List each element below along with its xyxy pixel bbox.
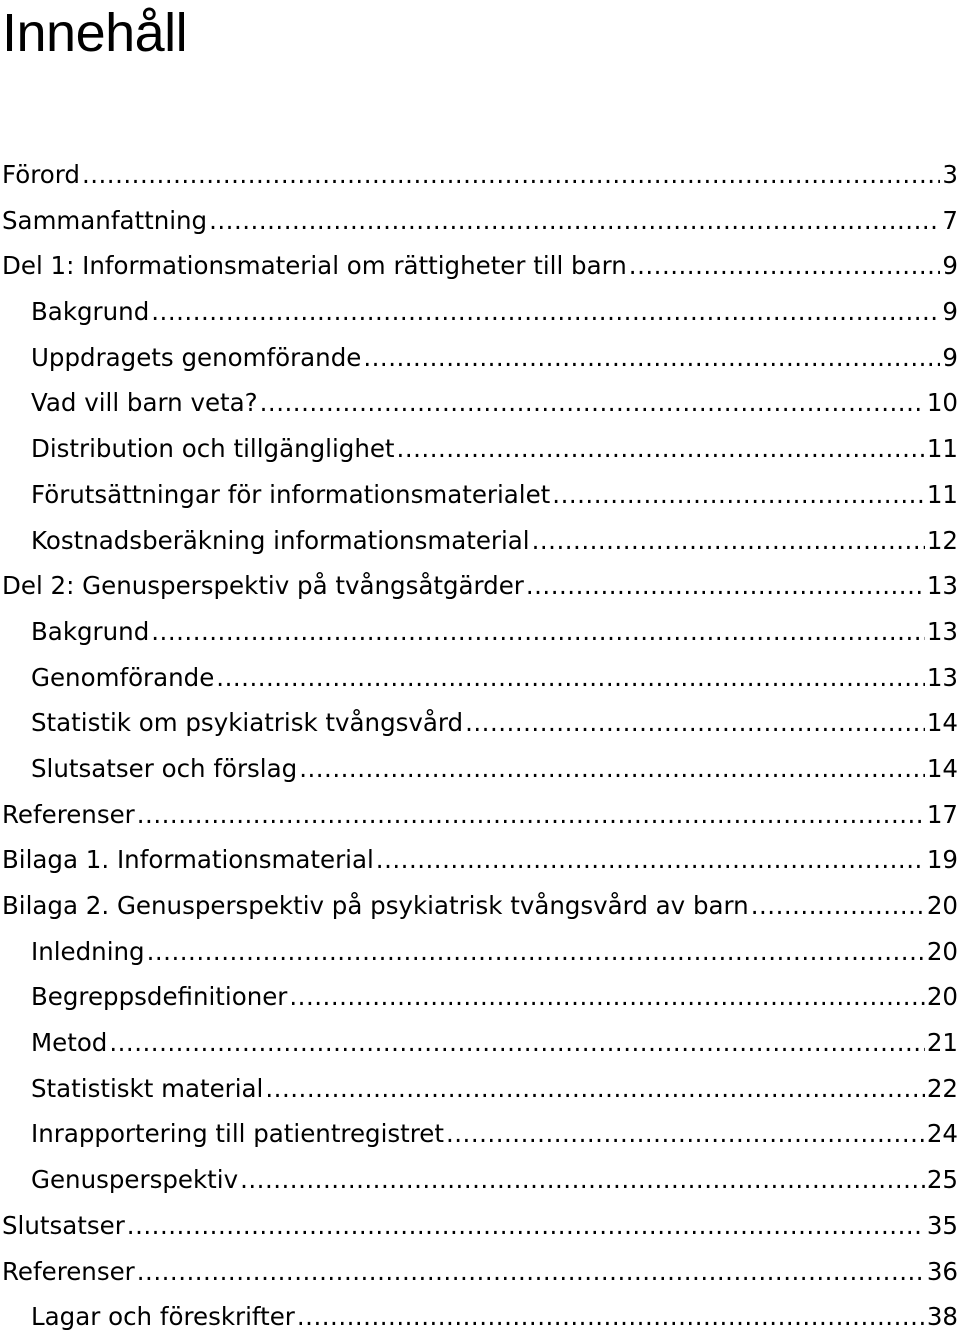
toc-entry[interactable] bbox=[0, 974, 960, 1020]
toc-entry-page-number: 7 bbox=[942, 205, 958, 235]
toc-dot-leader bbox=[299, 746, 925, 792]
toc-entry-page-number: 22 bbox=[926, 1073, 958, 1103]
toc-entry-label: Begreppsdefinitioner bbox=[31, 982, 288, 1012]
toc-entry-page-number: 9 bbox=[942, 342, 958, 372]
toc-entry[interactable] bbox=[0, 792, 960, 838]
toc-dot-leader bbox=[137, 1249, 925, 1295]
toc-entry[interactable] bbox=[0, 243, 960, 289]
toc-entry-label: Genomförande bbox=[31, 662, 215, 692]
toc-dot-leader bbox=[465, 700, 925, 746]
toc-entry[interactable] bbox=[0, 289, 960, 335]
toc-entry[interactable] bbox=[0, 518, 960, 564]
page-title: Innehåll bbox=[2, 3, 188, 63]
toc-entry-label: Kostnadsberäkning informationsmaterial bbox=[31, 525, 530, 555]
toc-entry-page-number: 14 bbox=[926, 753, 958, 783]
toc-entry[interactable] bbox=[0, 426, 960, 472]
toc-entry-page-number: 10 bbox=[926, 388, 958, 418]
toc-entry[interactable] bbox=[0, 1294, 960, 1340]
toc-dot-leader bbox=[446, 1111, 925, 1157]
toc-entry-label: Bakgrund bbox=[31, 616, 150, 646]
toc-entry-label: Bakgrund bbox=[31, 297, 150, 327]
toc-entry-label: Uppdragets genomförande bbox=[31, 342, 362, 372]
toc-entry-label: Inledning bbox=[31, 936, 145, 966]
toc-entry-label: Förutsättningar för informationsmaterialet bbox=[31, 479, 551, 509]
toc-entry-label: Inrapportering till patientregistret bbox=[31, 1119, 444, 1149]
toc-entry-page-number: 17 bbox=[926, 799, 958, 829]
toc-entry-page-number: 25 bbox=[926, 1165, 958, 1195]
toc-entry-page-number: 20 bbox=[926, 982, 958, 1012]
toc-dot-leader bbox=[127, 1203, 925, 1249]
toc-entry-page-number: 20 bbox=[926, 891, 958, 920]
toc-entry-label: Slutsatser och förslag bbox=[31, 753, 298, 783]
toc-dot-leader bbox=[147, 929, 925, 975]
toc-dot-leader bbox=[137, 792, 925, 838]
toc-entry-page-number: 38 bbox=[926, 1302, 958, 1332]
toc-entry-page-number: 13 bbox=[926, 616, 958, 646]
toc-entry-page-number: 24 bbox=[926, 1119, 958, 1149]
toc-dot-leader bbox=[265, 1066, 924, 1112]
toc-entry-page-number: 11 bbox=[926, 479, 958, 509]
toc-dot-leader bbox=[376, 837, 925, 883]
toc-entry-label: Del 2: Genusperspektiv på tvångsåtgärder bbox=[2, 571, 524, 601]
toc-dot-leader bbox=[297, 1294, 925, 1340]
toc-dot-leader bbox=[240, 1157, 925, 1203]
toc-dot-leader bbox=[260, 380, 925, 426]
toc-entry[interactable] bbox=[0, 152, 960, 198]
toc-dot-leader bbox=[216, 655, 925, 701]
toc-entry-label: Bilaga 1. Informationsmaterial bbox=[2, 845, 374, 875]
toc-entry-page-number: 12 bbox=[926, 525, 958, 555]
toc-entry[interactable] bbox=[0, 380, 960, 426]
toc-dot-leader bbox=[82, 152, 940, 198]
toc-entry-page-number: 11 bbox=[926, 434, 958, 464]
toc-entry[interactable] bbox=[0, 609, 960, 655]
toc-entry-label: Slutsatser bbox=[2, 1210, 125, 1240]
toc-entry-page-number: 14 bbox=[926, 708, 958, 738]
toc-entry[interactable] bbox=[0, 563, 960, 609]
toc-entry[interactable] bbox=[0, 1203, 960, 1249]
table-of-contents bbox=[0, 152, 960, 1340]
toc-entry-label: Del 1: Informationsmaterial om rättigheter till barn bbox=[2, 251, 627, 281]
toc-entry-page-number: 19 bbox=[926, 845, 958, 875]
toc-entry-label: Metod bbox=[31, 1028, 108, 1058]
toc-entry-page-number: 35 bbox=[926, 1210, 958, 1240]
toc-dot-leader bbox=[209, 198, 940, 244]
toc-entry-page-number: 13 bbox=[926, 571, 958, 601]
toc-entry[interactable] bbox=[0, 1249, 960, 1295]
toc-entry[interactable] bbox=[0, 929, 960, 975]
toc-entry-label: Referenser bbox=[2, 799, 135, 829]
toc-dot-leader bbox=[151, 289, 940, 335]
toc-entry[interactable] bbox=[0, 335, 960, 381]
toc-dot-leader bbox=[363, 335, 940, 381]
toc-dot-leader bbox=[397, 426, 925, 472]
toc-entry-label: Statistik om psykiatrisk tvångsvård bbox=[31, 708, 464, 738]
toc-dot-leader bbox=[151, 609, 925, 655]
toc-entry-page-number: 9 bbox=[942, 251, 958, 281]
toc-dot-leader bbox=[289, 974, 924, 1020]
toc-dot-leader bbox=[109, 1020, 924, 1066]
toc-entry-page-number: 20 bbox=[926, 936, 958, 966]
toc-dot-leader bbox=[629, 243, 941, 289]
toc-entry-page-number: 13 bbox=[926, 662, 958, 692]
toc-entry[interactable] bbox=[0, 198, 960, 244]
toc-entry-label: Sammanfattning bbox=[2, 205, 208, 235]
toc-entry[interactable] bbox=[0, 837, 960, 883]
toc-entry-label: Lagar och föreskrifter bbox=[31, 1302, 295, 1332]
toc-dot-leader bbox=[552, 472, 925, 518]
toc-entry-label: Distribution och tillgänglighet bbox=[31, 434, 395, 464]
toc-entry-label: Förord bbox=[2, 160, 80, 189]
toc-entry-label: Vad vill barn veta? bbox=[31, 388, 258, 418]
toc-entry[interactable] bbox=[0, 746, 960, 792]
toc-entry[interactable] bbox=[0, 1111, 960, 1157]
toc-entry-label: Statistiskt material bbox=[31, 1073, 264, 1103]
toc-entry[interactable] bbox=[0, 655, 960, 701]
toc-entry[interactable] bbox=[0, 700, 960, 746]
toc-entry[interactable] bbox=[0, 472, 960, 518]
toc-entry-page-number: 36 bbox=[926, 1256, 958, 1286]
toc-dot-leader bbox=[526, 563, 925, 609]
toc-entry-label: Genusperspektiv bbox=[31, 1165, 239, 1195]
toc-entry-label: Bilaga 2. Genusperspektiv på psykiatrisk tvångsvård av barn bbox=[2, 891, 749, 920]
toc-entry[interactable] bbox=[0, 1066, 960, 1112]
toc-entry[interactable] bbox=[0, 1020, 960, 1066]
toc-entry-page-number: 3 bbox=[942, 160, 958, 189]
toc-dot-leader bbox=[532, 518, 925, 564]
toc-entry[interactable] bbox=[0, 883, 960, 929]
toc-entry-label: Referenser bbox=[2, 1256, 135, 1286]
toc-entry-page-number: 9 bbox=[942, 297, 958, 327]
toc-entry[interactable] bbox=[0, 1157, 960, 1203]
toc-dot-leader bbox=[751, 883, 925, 929]
toc-entry-page-number: 21 bbox=[926, 1028, 958, 1058]
